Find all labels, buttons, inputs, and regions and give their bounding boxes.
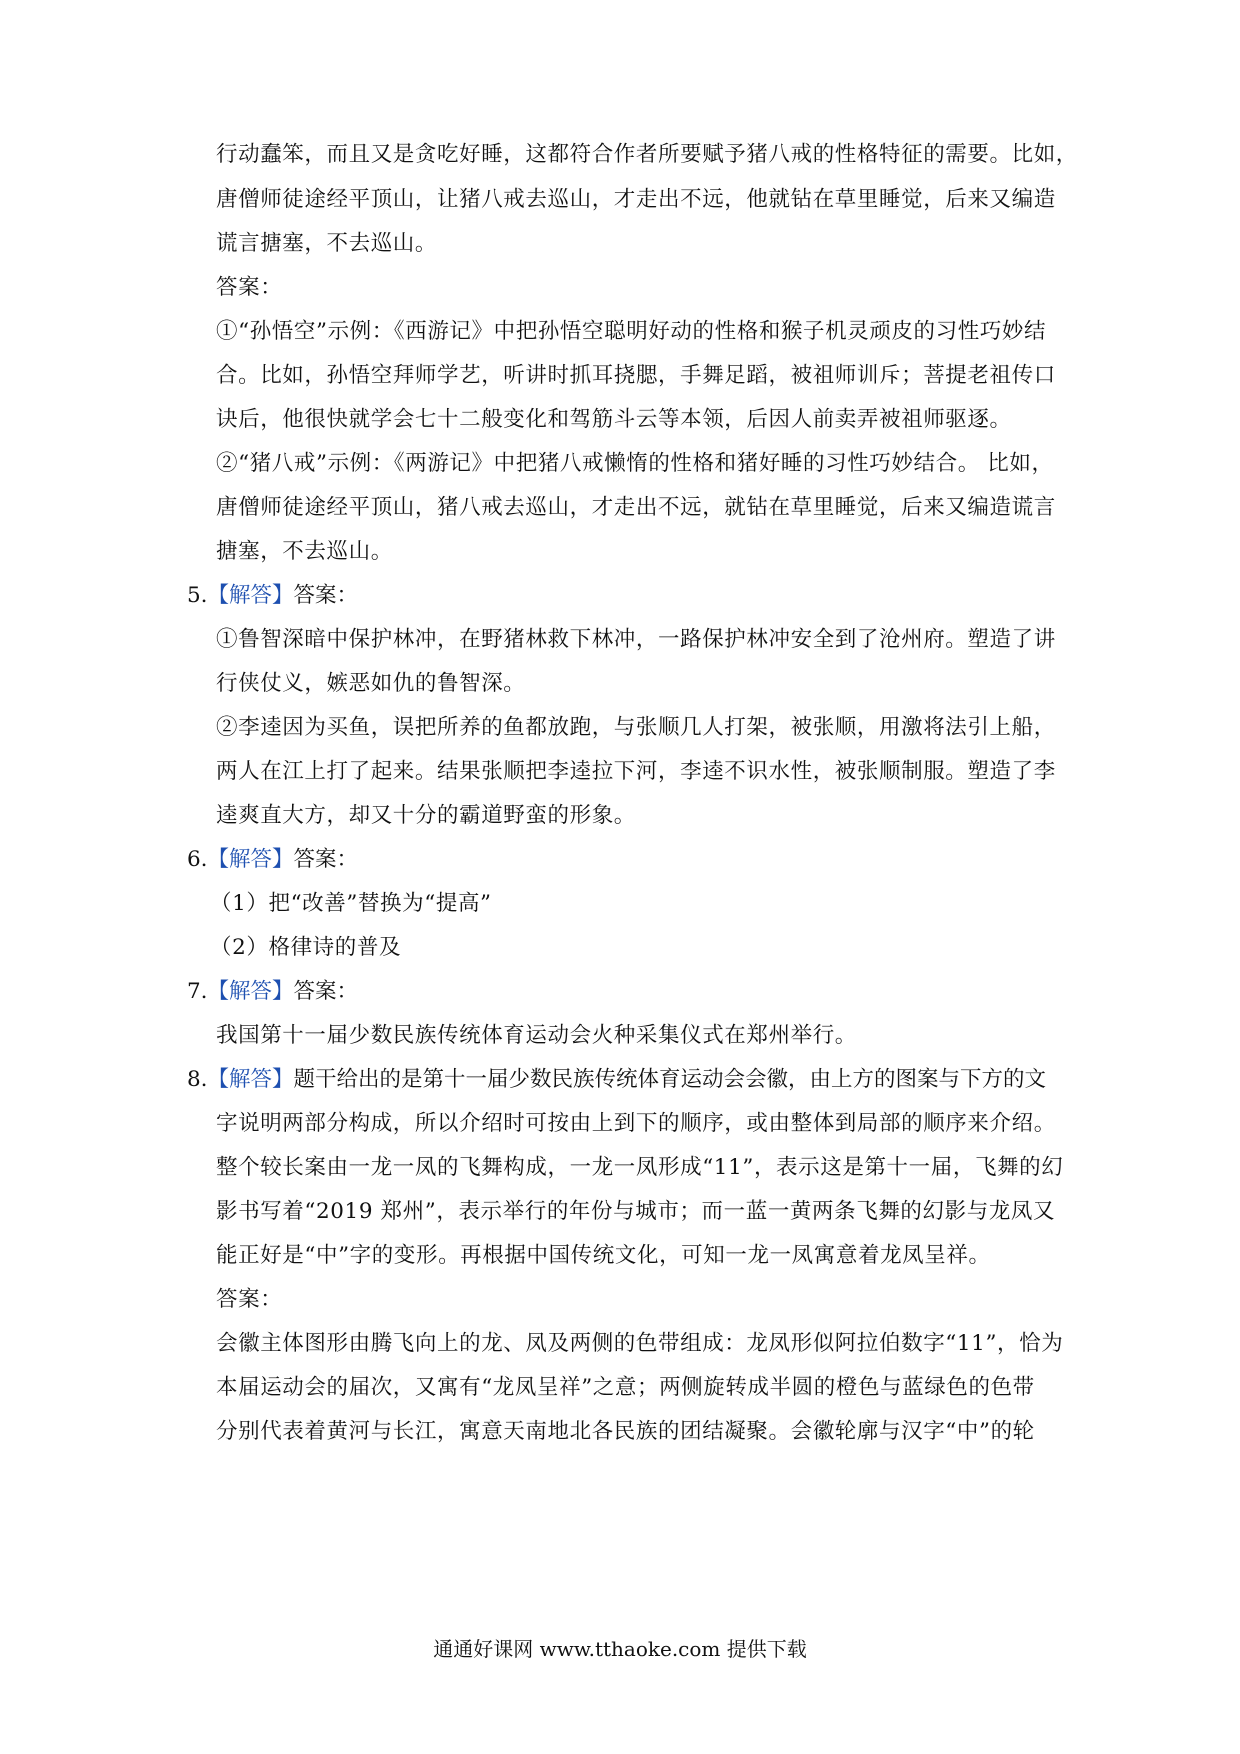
text-line: 诀后，他很快就学会七十二般变化和驾筋斗云等本领，后因人前卖弄被祖师驱逐。 xyxy=(216,407,1012,432)
text-line: 合。比如，孙悟空拜师学艺，听讲时抓耳挠腮，手舞足蹈，被祖师训斥；菩提老祖传口 xyxy=(216,363,1056,388)
text-line: 本届运动会的届次，又寓有“龙凤呈祥”之意；两侧旋转成半圆的橙色与蓝绿色的色带 xyxy=(216,1375,1035,1400)
text-line: 分别代表着黄河与长江，寓意天南地北各民族的团结凝聚。会徽轮廓与汉字“中”的轮 xyxy=(216,1419,1035,1444)
question-text: 答案： xyxy=(293,847,359,872)
text-line: ②李逵因为买鱼，误把所养的鱼都放跑，与张顺几人打架，被张顺，用激将法引上船， xyxy=(216,715,1056,740)
text-line: 我国第十一届少数民族传统体育运动会火种采集仪式在郑州举行。 xyxy=(216,1023,857,1048)
solution-tag: 【解答】 xyxy=(207,979,294,1004)
text-line: 行侠仗义，嫉恶如仇的鲁智深。 xyxy=(216,671,526,696)
answer-label: 答案： xyxy=(216,1287,283,1312)
text-line: （1）把“改善”替换为“提高” xyxy=(210,891,492,916)
text-line: 搪塞，不去巡山。 xyxy=(216,539,393,564)
question-number: 6. xyxy=(187,847,208,872)
text-line: 整个较长案由一龙一凤的飞舞构成，一龙一凤形成“11”，表示这是第十一届，飞舞的幻 xyxy=(216,1155,1064,1180)
page-footer: 通通好课网 www.tthaoke.com 提供下载 xyxy=(433,1637,807,1661)
text-line: ①“孙悟空”示例：《西游记》中把孙悟空聪明好动的性格和猴子机灵顽皮的习性巧妙结 xyxy=(216,319,1047,344)
text-line: 行动蠢笨，而且又是贪吃好睡，这都符合作者所要赋予猪八戒的性格特征的需要。比如， xyxy=(216,142,1078,167)
text-line: ②“猪八戒”示例：《两游记》中把猪八戒懒惰的性格和猪好睡的习性巧妙结合。 比如， xyxy=(216,451,1054,476)
text-line: 唐僧师徒途经平顶山，让猪八戒去巡山，才走出不远，他就钻在草里睡觉，后来又编造 xyxy=(216,187,1056,212)
solution-tag: 【解答】 xyxy=(207,1067,294,1092)
text-line: 两人在江上打了起来。结果张顺把李逵拉下河，李逵不识水性，被张顺制服。塑造了李 xyxy=(216,759,1056,784)
solution-tag: 【解答】 xyxy=(207,847,294,872)
text-line: 字说明两部分构成，所以介绍时可按由上到下的顺序，或由整体到局部的顺序来介绍。 xyxy=(216,1111,1056,1136)
text-line: 唐僧师徒途经平顶山，猪八戒去巡山，才走出不远，就钻在草里睡觉，后来又编造谎言 xyxy=(216,495,1056,520)
text-line: 谎言搪塞，不去巡山。 xyxy=(216,231,438,256)
question-text: 答案： xyxy=(293,979,359,1004)
text-line: 影书写着“2019 郑州”，表示举行的年份与城市；而一蓝一黄两条飞舞的幻影与龙凤又 xyxy=(216,1199,1056,1224)
answer-label: 答案： xyxy=(216,275,283,300)
question-text: 答案： xyxy=(293,583,359,608)
question-number: 5. xyxy=(187,583,208,608)
question-number: 8. xyxy=(187,1067,208,1092)
text-line: 逵爽直大方，却又十分的霸道野蛮的形象。 xyxy=(216,803,636,828)
solution-tag: 【解答】 xyxy=(207,583,294,608)
question-8 xyxy=(187,1065,1046,1095)
question-6 xyxy=(187,845,358,875)
question-7 xyxy=(187,977,358,1007)
question-number: 7. xyxy=(187,979,208,1004)
text-line: 会徽主体图形由腾飞向上的龙、凤及两侧的色带组成：龙凤形似阿拉伯数字“11”，恰为 xyxy=(216,1331,1064,1356)
text-line: （2）格律诗的普及 xyxy=(210,935,402,960)
text-line: 能正好是“中”字的变形。再根据中国传统文化，可知一龙一凤寓意着龙凤呈祥。 xyxy=(216,1243,991,1268)
question-5 xyxy=(187,581,358,611)
text-line: ①鲁智深暗中保护林冲，在野猪林救下林冲，一路保护林冲安全到了沧州府。塑造了讲 xyxy=(216,627,1056,652)
question-text: 题干给出的是第十一届少数民族传统体育运动会会徽，由上方的图案与下方的文 xyxy=(293,1067,1047,1092)
